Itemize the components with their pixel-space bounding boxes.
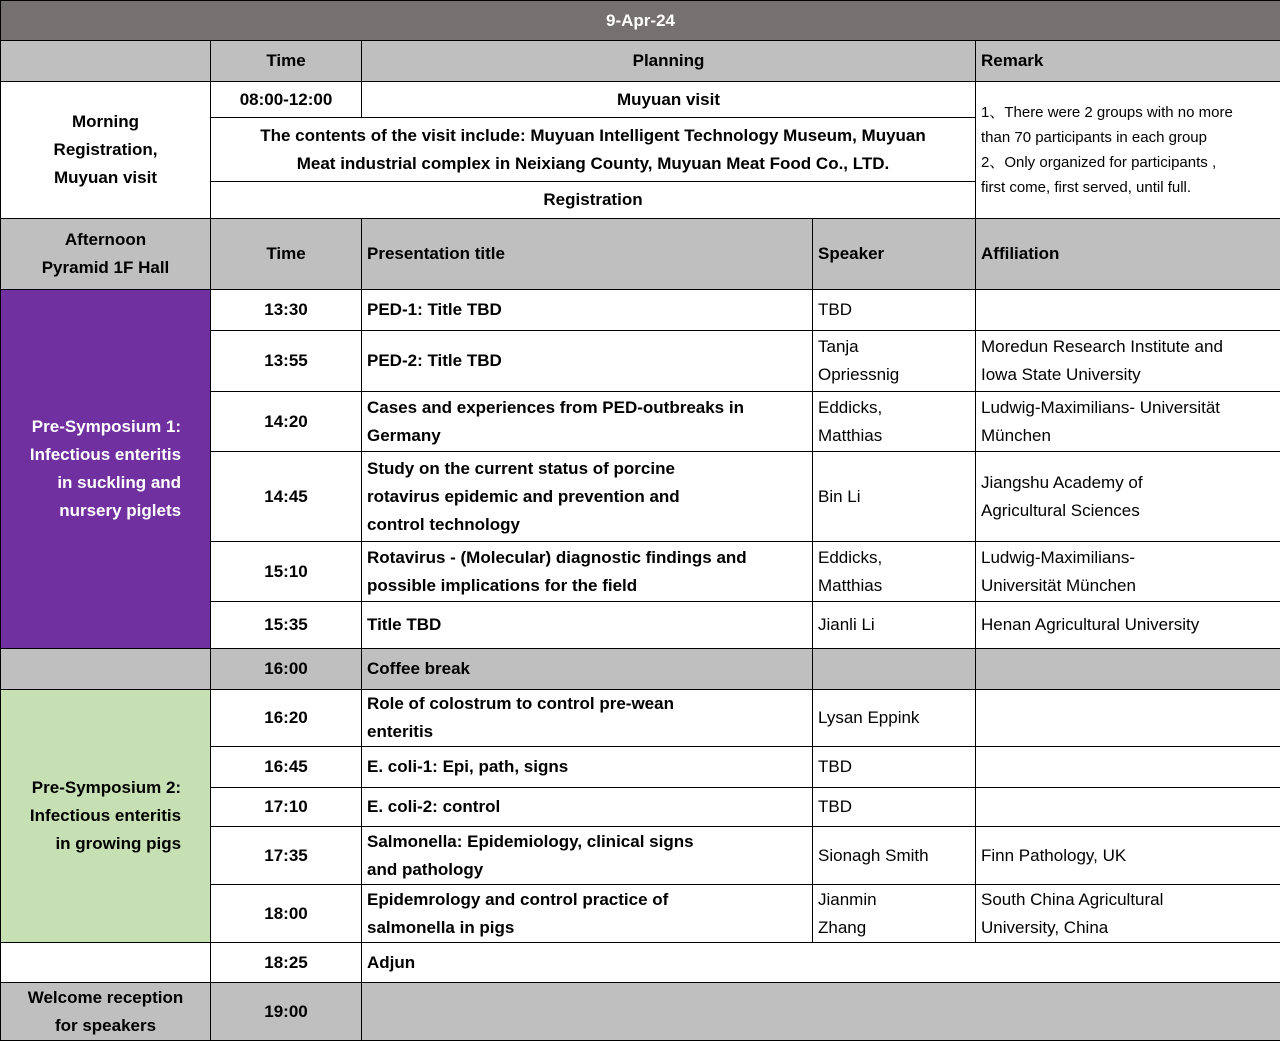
adjourn-row xyxy=(1,943,1280,983)
speaker-line: TBD xyxy=(818,757,852,776)
header-remark: Remark xyxy=(976,41,1280,82)
date-row xyxy=(1,1,1280,41)
affiliation-cell xyxy=(976,542,1280,602)
session-label-line: Infectious enteritis xyxy=(29,445,182,464)
speaker-cell xyxy=(813,690,976,747)
contents-line: Meat industrial complex in Neixiang County, Muyuan Meat Food Co., LTD. xyxy=(296,153,890,173)
speaker-cell xyxy=(813,827,976,885)
affiliation-cell xyxy=(976,788,1280,827)
title-cell xyxy=(362,827,813,885)
session-label-line: Infectious enteritis xyxy=(29,806,182,825)
coffee-break-row xyxy=(1,649,1280,690)
affiliation-line: Finn Pathology, UK xyxy=(981,845,1127,865)
reception-blank xyxy=(362,983,1280,1041)
session2-label-text xyxy=(30,774,181,858)
session-label-line: nursery piglets xyxy=(59,501,182,520)
title-line: Role of colostrum to control pre-wean xyxy=(367,694,674,713)
session-label-line: Pre-Symposium 2: xyxy=(31,778,182,797)
speaker-cell xyxy=(813,602,976,649)
affiliation-line: Ludwig-Maximilians- xyxy=(981,547,1135,567)
speaker-line: Zhang xyxy=(818,917,867,937)
title-line: E. coli-1: Epi, path, signs xyxy=(367,757,569,776)
speaker-cell xyxy=(813,290,976,331)
title-line: Epidemrology and control practice of xyxy=(367,889,669,909)
adjourn-title: Adjun xyxy=(362,943,1280,983)
session1-label xyxy=(1,290,211,649)
speaker-cell xyxy=(813,788,976,827)
affiliation-line: Henan Agricultural University xyxy=(981,615,1200,634)
speaker-cell xyxy=(813,392,976,452)
affiliation-line: München xyxy=(981,425,1051,445)
title-cell xyxy=(362,602,813,649)
session1-label-text xyxy=(30,413,181,525)
affiliation-cell xyxy=(976,452,1280,542)
time-cell: 15:10 xyxy=(211,542,362,602)
speaker-line: Bin Li xyxy=(818,486,861,506)
morning-visit-title: Muyuan visit xyxy=(362,82,976,118)
title-line: Rotavirus - (Molecular) diagnostic findings and xyxy=(367,547,747,567)
title-cell xyxy=(362,290,813,331)
header-planning: Planning xyxy=(362,41,976,82)
speaker-line: Eddicks, xyxy=(818,547,883,567)
table-row xyxy=(1,290,1280,331)
header-time: Time xyxy=(211,41,362,82)
affiliation-line: Moredun Research Institute and xyxy=(981,337,1223,356)
time-cell: 13:30 xyxy=(211,290,362,331)
title-line: control technology xyxy=(367,514,520,534)
coffee-blank xyxy=(1,649,211,690)
remark-line: 1、There were 2 groups with no more xyxy=(981,104,1233,121)
afternoon-label-line: Pyramid 1F Hall xyxy=(41,258,170,277)
affiliation-line: Iowa State University xyxy=(981,365,1141,384)
reception-row xyxy=(1,983,1280,1041)
affiliation-line: Agricultural Sciences xyxy=(981,500,1140,520)
afternoon-header-title: Presentation title xyxy=(362,219,813,290)
affiliation-cell xyxy=(976,827,1280,885)
speaker-line: Jianli Li xyxy=(818,615,875,634)
morning-label-line: Muyuan visit xyxy=(54,168,157,187)
affiliation-line: Universität München xyxy=(981,575,1136,595)
reception-time: 19:00 xyxy=(211,983,362,1041)
affiliation-line: University, China xyxy=(981,917,1109,937)
speaker-line: TBD xyxy=(818,300,852,319)
session-label-line: in growing pigs xyxy=(55,834,182,853)
affiliation-line: Jiangshu Academy of xyxy=(981,472,1143,492)
session-label-line: in suckling and xyxy=(57,473,182,492)
adjourn-time: 18:25 xyxy=(211,943,362,983)
afternoon-header-time: Time xyxy=(211,219,362,290)
title-line: Title TBD xyxy=(367,615,442,634)
time-cell: 16:45 xyxy=(211,747,362,788)
speaker-line: Eddicks, xyxy=(818,397,883,417)
speaker-line: Matthias xyxy=(818,575,883,595)
afternoon-header-affiliation: Affiliation xyxy=(976,219,1280,290)
morning-visit-row xyxy=(1,82,1280,118)
speaker-line: Matthias xyxy=(818,425,883,445)
affiliation-cell xyxy=(976,690,1280,747)
morning-label-line: Morning xyxy=(71,112,140,131)
table-row xyxy=(1,690,1280,747)
title-cell xyxy=(362,690,813,747)
title-line: PED-1: Title TBD xyxy=(367,300,502,319)
affiliation-cell xyxy=(976,747,1280,788)
speaker-line: Opriessnig xyxy=(818,365,900,384)
title-cell xyxy=(362,331,813,392)
affiliation-cell xyxy=(976,885,1280,943)
planning-header-row xyxy=(1,41,1280,82)
remark-line: 2、Only organized for participants , xyxy=(981,154,1217,171)
speaker-cell xyxy=(813,747,976,788)
afternoon-header-speaker: Speaker xyxy=(813,219,976,290)
speaker-cell xyxy=(813,452,976,542)
title-cell xyxy=(362,788,813,827)
morning-label-line: Registration, xyxy=(53,140,158,159)
morning-contents xyxy=(211,118,976,182)
afternoon-header-row xyxy=(1,219,1280,290)
speaker-line: Lysan Eppink xyxy=(818,708,920,727)
title-line: and pathology xyxy=(367,859,484,879)
time-cell: 16:20 xyxy=(211,690,362,747)
remark-line: first come, first served, until full. xyxy=(981,179,1192,196)
session2-label xyxy=(1,690,211,943)
coffee-speaker-blank xyxy=(813,649,976,690)
affiliation-line: South China Agricultural xyxy=(981,889,1164,909)
title-line: Study on the current status of porcine xyxy=(367,458,675,478)
title-line: Cases and experiences from PED-outbreaks in xyxy=(367,397,744,417)
title-line: enteritis xyxy=(367,722,434,741)
affiliation-cell xyxy=(976,290,1280,331)
speaker-cell xyxy=(813,542,976,602)
speaker-cell xyxy=(813,885,976,943)
title-cell xyxy=(362,885,813,943)
title-cell xyxy=(362,392,813,452)
morning-time: 08:00-12:00 xyxy=(211,82,362,118)
speaker-cell xyxy=(813,331,976,392)
afternoon-label-line: Afternoon xyxy=(64,230,147,249)
reception-label xyxy=(1,983,211,1041)
affiliation-line: Ludwig-Maximilians- Universität xyxy=(981,397,1221,417)
title-cell xyxy=(362,747,813,788)
coffee-title: Coffee break xyxy=(362,649,813,690)
remark-line: than 70 participants in each group xyxy=(981,129,1207,146)
title-line: Germany xyxy=(367,425,441,445)
title-line: PED-2: Title TBD xyxy=(367,351,502,370)
morning-remark xyxy=(976,82,1280,219)
time-cell: 17:35 xyxy=(211,827,362,885)
title-line: salmonella in pigs xyxy=(367,917,515,937)
reception-label-line: for speakers xyxy=(54,1015,157,1035)
affiliation-cell xyxy=(976,602,1280,649)
time-cell: 14:45 xyxy=(211,452,362,542)
title-line: possible implications for the field xyxy=(367,575,638,595)
speaker-line: Jianmin xyxy=(818,889,877,909)
adjourn-blank xyxy=(1,943,211,983)
affiliation-cell xyxy=(976,392,1280,452)
speaker-line: TBD xyxy=(818,797,852,816)
title-line: rotavirus epidemic and prevention and xyxy=(367,486,680,506)
contents-line: The contents of the visit include: Muyuan Intelligent Technology Museum, Muyuan xyxy=(260,125,926,145)
afternoon-label xyxy=(1,219,211,290)
time-cell: 18:00 xyxy=(211,885,362,943)
coffee-time: 16:00 xyxy=(211,649,362,690)
header-blank xyxy=(1,41,211,82)
date-header: 9-Apr-24 xyxy=(1,1,1280,41)
title-cell xyxy=(362,452,813,542)
reception-label-line: Welcome reception xyxy=(27,987,184,1007)
morning-label xyxy=(1,82,211,219)
time-cell: 15:35 xyxy=(211,602,362,649)
coffee-affiliation-blank xyxy=(976,649,1280,690)
title-line: Salmonella: Epidemiology, clinical signs xyxy=(367,831,694,851)
morning-registration: Registration xyxy=(211,182,976,219)
time-cell: 13:55 xyxy=(211,331,362,392)
title-line: E. coli-2: control xyxy=(367,797,501,816)
speaker-line: Sionagh Smith xyxy=(818,845,929,865)
time-cell: 14:20 xyxy=(211,392,362,452)
speaker-line: Tanja xyxy=(818,337,859,356)
affiliation-cell xyxy=(976,331,1280,392)
session-label-line: Pre-Symposium 1: xyxy=(31,417,182,436)
time-cell: 17:10 xyxy=(211,788,362,827)
title-cell xyxy=(362,542,813,602)
